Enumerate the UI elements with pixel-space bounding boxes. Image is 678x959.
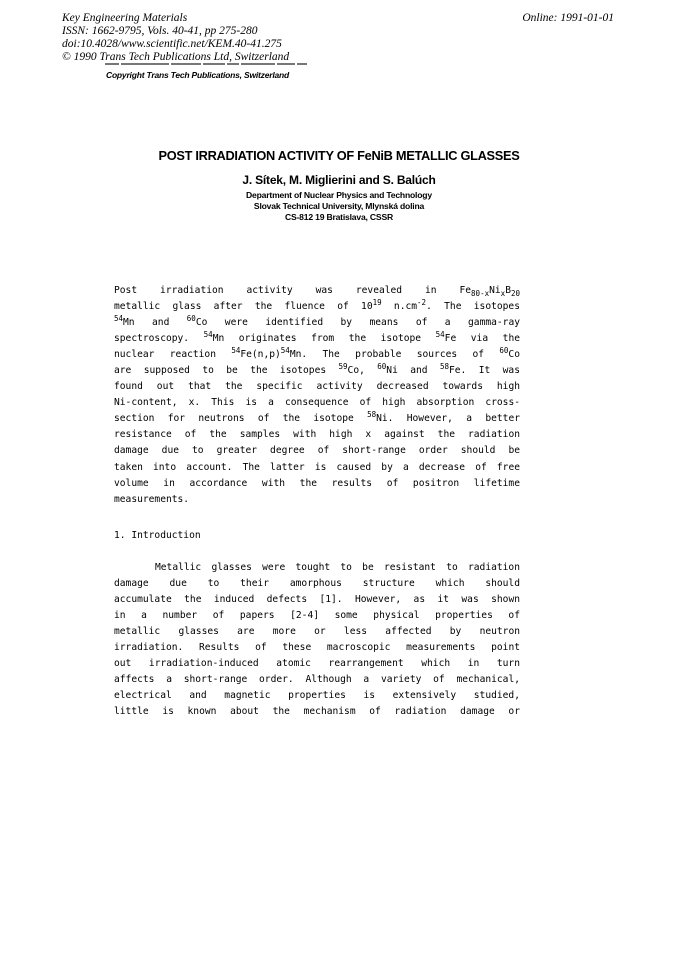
intro-line: electrical and magnetic properties is extensively studied, [114,690,520,702]
abstract-line: Post irradiation activity was revealed in $Fe_{80-x}Ni_xB_{20}$ [114,285,520,298]
abstract-line: section for neutrons of the isotope $^{58}$Ni. However, a better [114,410,520,425]
abstract-line: found out that the specific activity decreased towards high [114,381,520,393]
online-date: Online: 1991-01-01 [522,12,614,24]
paper-title: POST IRRADIATION ACTIVITY OF FeNiB METALLIC GLASSES [158,148,520,163]
abstract-line: $^{54}$Mn and $^{60}$Co were identified by means of a gamma-ray [114,314,520,329]
abstract-line: nuclear reaction $^{54}Fe(n,p)^{54}Mn$. The probable sources of $^{60}$Co [114,346,520,361]
section-heading [114,528,520,544]
intro-line: irradiation. Results of these macroscopic measurements point [114,642,520,654]
intro-line: affects a short-range order. Although a variety of mechanical, [114,674,520,686]
abstract-line: Ni-content, x. This is a consequence of high absorption cross- [114,397,520,409]
abstract-line: resistance of the samples with high x against the radiation [114,429,520,441]
intro-line: metallic glasses are more or less affected by neutron [114,626,520,638]
affiliation-university: Slovak Technical University, Mlynská dolina [253,201,425,211]
garbled-scan-line [105,63,325,66]
abstract-line: are supposed to be the isotopes $^{59}$Co, $^{60}$Ni and $^{58}$Fe. It was [114,362,520,377]
abstract-line: volume in accordance with the results of positron lifetime [114,477,520,489]
intro-line: accumulate the induced defects [1]. However, as it was shown [114,594,520,606]
abstract [114,283,520,508]
abstract-line: damage due to greater degree of short-range order should be [114,445,520,457]
abstract-line: measurements. [114,493,190,505]
affiliation-department: Department of Nuclear Physics and Technology [246,190,432,200]
copyright-line: Copyright Trans Tech Publications, Switzerland [106,70,290,80]
intro-line: damage due to their amorphous structure which should [114,578,520,590]
abstract-line: metallic glass after the fluence of $10^{19}$ $n.cm^{-2}$. The isotopes [114,298,520,313]
section-heading-text: 1. Introduction [114,530,201,541]
citation-header [62,12,289,64]
journal-name: Key Engineering Materials [62,12,188,24]
issn-line: ISSN: 1662-9795, Vols. 40-41, pp 275-280 [62,25,258,37]
abstract-line: taken into account. The latter is caused by a decrease of free [114,461,520,473]
intro-line: out irradiation-induced atomic rearrangement which in turn [114,658,520,670]
intro-line: Metallic glasses were tought to be resistant to radiation [114,562,520,573]
affiliation [0,190,678,223]
affiliation-address: CS-812 19 Bratislava, CSSR [284,212,393,222]
intro-line: in a number of papers [2-4] some physical properties of [114,610,520,622]
introduction-paragraph [114,560,520,720]
paper-authors: J. Sítek, M. Miglierini and S. Balúch [242,173,436,187]
publisher-line: © 1990 Trans Tech Publications Ltd, Switzerland [62,51,290,63]
intro-line: little is known about the mechanism of radiation damage or [114,706,520,718]
abstract-line: spectroscopy. $^{54}$Mn originates from the isotope $^{54}$Fe via the [114,330,520,345]
doi-line[interactable]: doi:10.4028/www.scientific.net/KEM.40-41.275 [62,38,282,50]
